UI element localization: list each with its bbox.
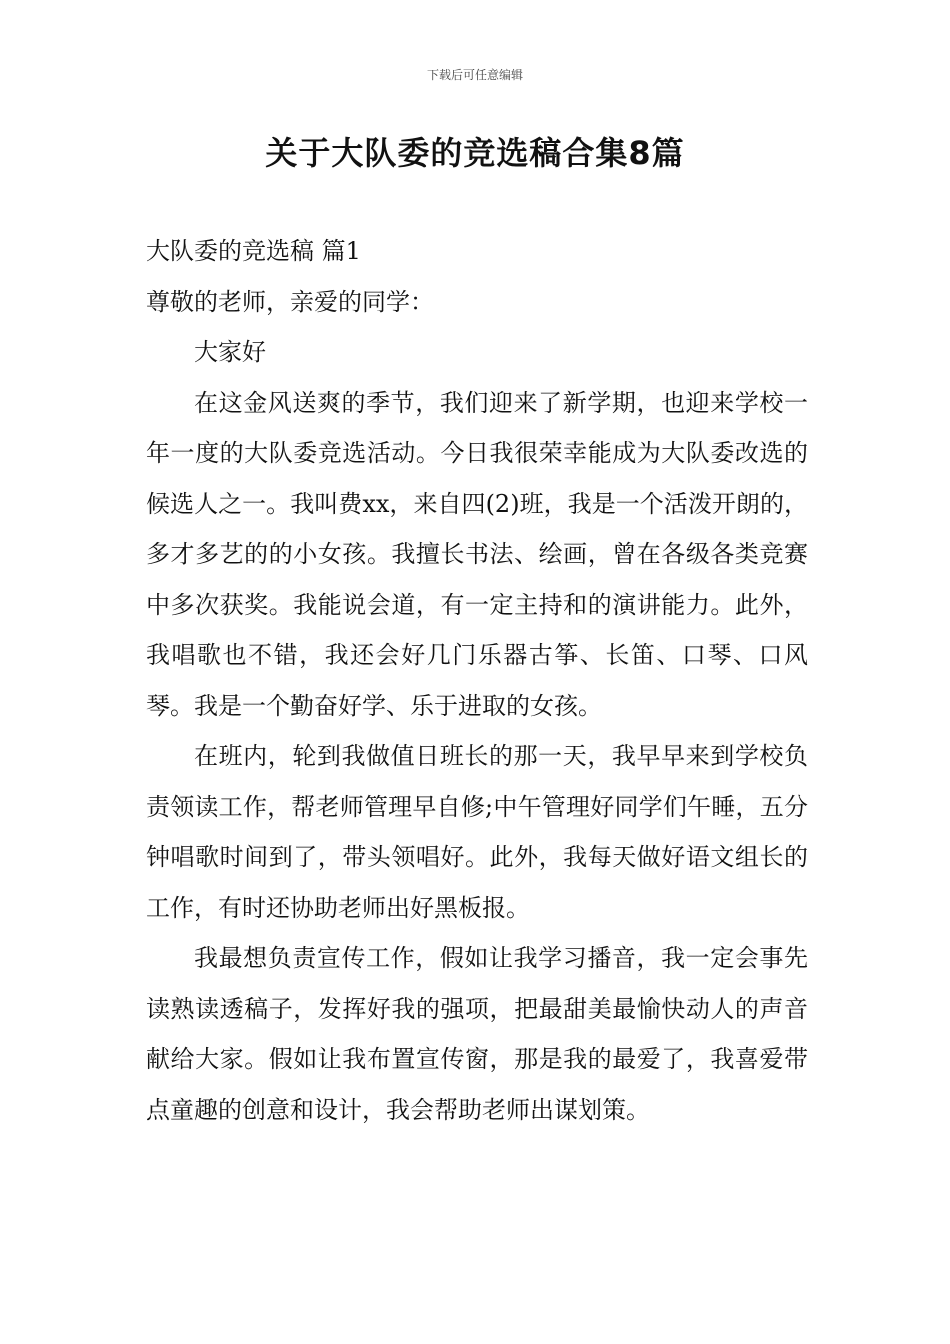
header-note: 下载后可任意编辑 [426, 68, 523, 82]
paragraph-introduction: 在这金风送爽的季节，我们迎来了新学期，也迎来学校一年一度的大队委竞选活动。今日我很荣幸能成为大队委改选的候选人之一。我叫费xx，来自四(2)班，我是一个活泼开朗的，多才多艺的的小女孩。我擅长书法、绘画，曾在各级各类竞赛中多次获奖。我能说会道，有一定主持和的演讲能力。此外，我唱歌也不错，我还会好几门乐器古筝、长笛、口琴、口风琴。我是一个勤奋好学、乐于进取的女孩。 [146, 388, 808, 720]
document-title: 关于大队委的竞选稿合集8篇 [265, 134, 685, 172]
salutation: 尊敬的老师，亲爱的同学： [146, 287, 434, 316]
section-heading: 大队委的竞选稿 篇1 [146, 237, 361, 265]
paragraph-class-duties: 在班内，轮到我做值日班长的那一天，我早早来到学校负责领读工作，帮老师管理早自修;中午管理好同学们午睡，五分钟唱歌时间到了，带头领唱好。此外，我每天做好语文组长的工作，有时还协助老师出好黑板报。 [146, 742, 808, 922]
document-body [146, 226, 808, 1135]
paragraph-greeting: 大家好 [194, 338, 266, 366]
paragraph-publicity-goals: 我最想负责宣传工作，假如让我学习播音，我一定会事先读熟读透稿子，发挥好我的强项，把最甜美最愉快动人的声音献给大家。假如让我布置宣传窗，那是我的最爱了，我喜爱带点童趣的创意和设计，我会帮助老师出谋划策。 [146, 944, 808, 1124]
